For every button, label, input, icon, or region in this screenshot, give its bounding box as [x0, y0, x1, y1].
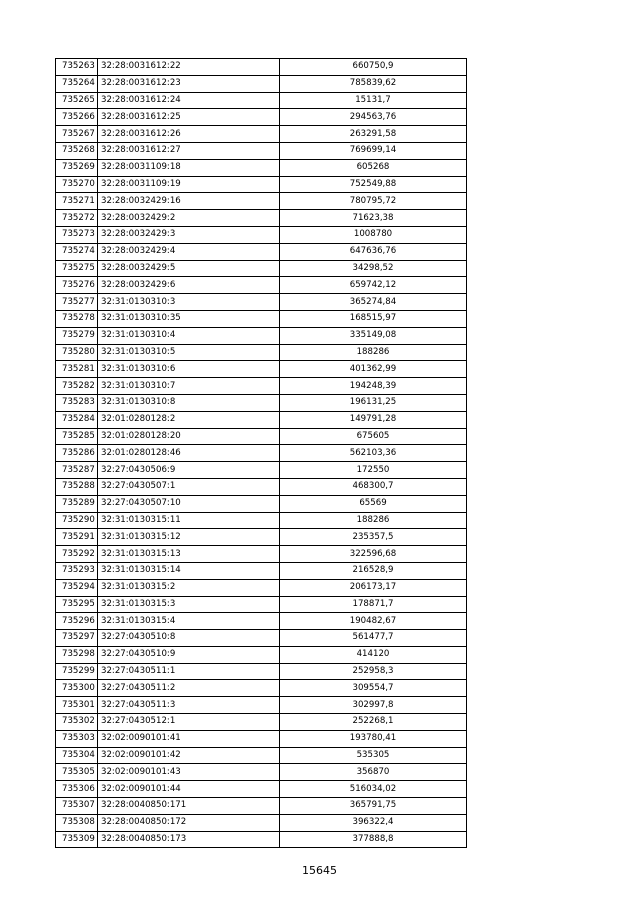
- table-row: [56, 579, 467, 596]
- table-row: [56, 798, 467, 815]
- cadastral-number-cell: 32:27:0430511:2: [98, 680, 280, 697]
- row-id-cell: 735288: [56, 478, 98, 495]
- cadastral-number-cell: 32:31:0130310:5: [98, 344, 280, 361]
- cadastral-number-cell: 32:31:0130310:3: [98, 294, 280, 311]
- value-cell: 647636,76: [280, 243, 467, 260]
- cadastral-number-cell: 32:28:0032429:16: [98, 193, 280, 210]
- value-cell: 190482,67: [280, 613, 467, 630]
- value-cell: 302997,8: [280, 697, 467, 714]
- value-cell: 780795,72: [280, 193, 467, 210]
- row-id-cell: 735307: [56, 798, 98, 815]
- value-cell: 168515,97: [280, 310, 467, 327]
- value-cell: 356870: [280, 764, 467, 781]
- table-row: [56, 92, 467, 109]
- row-id-cell: 735300: [56, 680, 98, 697]
- row-id-cell: 735273: [56, 226, 98, 243]
- table-row: [56, 109, 467, 126]
- row-id-cell: 735290: [56, 512, 98, 529]
- row-id-cell: 735275: [56, 260, 98, 277]
- table-row: [56, 260, 467, 277]
- table-row: [56, 613, 467, 630]
- cadastral-number-cell: 32:31:0130315:12: [98, 529, 280, 546]
- cadastral-number-cell: 32:01:0280128:2: [98, 411, 280, 428]
- cadastral-number-cell: 32:28:0031612:24: [98, 92, 280, 109]
- table-row: [56, 277, 467, 294]
- value-cell: 659742,12: [280, 277, 467, 294]
- row-id-cell: 735271: [56, 193, 98, 210]
- cadastral-number-cell: 32:02:0090101:44: [98, 781, 280, 798]
- row-id-cell: 735263: [56, 59, 98, 76]
- value-cell: 193780,41: [280, 730, 467, 747]
- value-cell: 65569: [280, 495, 467, 512]
- row-id-cell: 735301: [56, 697, 98, 714]
- value-cell: 188286: [280, 512, 467, 529]
- cadastral-number-cell: 32:28:0031109:19: [98, 176, 280, 193]
- value-cell: 401362,99: [280, 361, 467, 378]
- cadastral-number-cell: 32:01:0280128:46: [98, 445, 280, 462]
- cadastral-number-cell: 32:27:0430506:9: [98, 462, 280, 479]
- row-id-cell: 735292: [56, 546, 98, 563]
- table-row: [56, 445, 467, 462]
- table-row: [56, 562, 467, 579]
- cadastral-number-cell: 32:31:0130315:3: [98, 596, 280, 613]
- value-cell: 178871,7: [280, 596, 467, 613]
- row-id-cell: 735295: [56, 596, 98, 613]
- table-row: [56, 294, 467, 311]
- table-row: [56, 378, 467, 395]
- table-row: [56, 193, 467, 210]
- value-cell: 675605: [280, 428, 467, 445]
- value-cell: 149791,28: [280, 411, 467, 428]
- row-id-cell: 735293: [56, 562, 98, 579]
- row-id-cell: 735266: [56, 109, 98, 126]
- value-cell: 34298,52: [280, 260, 467, 277]
- row-id-cell: 735294: [56, 579, 98, 596]
- table-row: [56, 630, 467, 647]
- table-row: [56, 596, 467, 613]
- value-cell: 294563,76: [280, 109, 467, 126]
- table-row: [56, 428, 467, 445]
- cadastral-number-cell: 32:31:0130315:2: [98, 579, 280, 596]
- value-cell: 561477,7: [280, 630, 467, 647]
- table-row: [56, 59, 467, 76]
- row-id-cell: 735308: [56, 814, 98, 831]
- table-row: [56, 663, 467, 680]
- table-row: [56, 176, 467, 193]
- cadastral-number-cell: 32:31:0130310:6: [98, 361, 280, 378]
- cadastral-number-cell: 32:31:0130310:7: [98, 378, 280, 395]
- table-row: [56, 226, 467, 243]
- cadastral-number-cell: 32:01:0280128:20: [98, 428, 280, 445]
- row-id-cell: 735265: [56, 92, 98, 109]
- table-row: [56, 495, 467, 512]
- cadastral-number-cell: 32:28:0031612:25: [98, 109, 280, 126]
- row-id-cell: 735299: [56, 663, 98, 680]
- cadastral-number-cell: 32:28:0032429:3: [98, 226, 280, 243]
- cadastral-number-cell: 32:31:0130310:8: [98, 394, 280, 411]
- row-id-cell: 735296: [56, 613, 98, 630]
- cadastral-number-cell: 32:28:0031612:26: [98, 126, 280, 143]
- table-row: [56, 714, 467, 731]
- table-row: [56, 462, 467, 479]
- row-id-cell: 735302: [56, 714, 98, 731]
- row-id-cell: 735298: [56, 646, 98, 663]
- row-id-cell: 735291: [56, 529, 98, 546]
- value-cell: 15131,7: [280, 92, 467, 109]
- table-row: [56, 126, 467, 143]
- value-cell: 194248,39: [280, 378, 467, 395]
- value-cell: 752549,88: [280, 176, 467, 193]
- cadastral-number-cell: 32:28:0040850:172: [98, 814, 280, 831]
- cadastral-number-cell: 32:27:0430507:1: [98, 478, 280, 495]
- value-cell: 216528,9: [280, 562, 467, 579]
- data-table: [55, 58, 467, 848]
- row-id-cell: 735297: [56, 630, 98, 647]
- value-cell: 172550: [280, 462, 467, 479]
- table-row: [56, 730, 467, 747]
- table-row: [56, 781, 467, 798]
- cadastral-number-cell: 32:27:0430512:1: [98, 714, 280, 731]
- row-id-cell: 735282: [56, 378, 98, 395]
- cadastral-number-cell: 32:28:0032429:5: [98, 260, 280, 277]
- row-id-cell: 735267: [56, 126, 98, 143]
- table-row: [56, 142, 467, 159]
- cadastral-number-cell: 32:31:0130315:4: [98, 613, 280, 630]
- cadastral-number-cell: 32:28:0031612:27: [98, 142, 280, 159]
- value-cell: 322596,68: [280, 546, 467, 563]
- cadastral-number-cell: 32:31:0130315:13: [98, 546, 280, 563]
- row-id-cell: 735281: [56, 361, 98, 378]
- value-cell: 365791,75: [280, 798, 467, 815]
- row-id-cell: 735279: [56, 327, 98, 344]
- row-id-cell: 735284: [56, 411, 98, 428]
- row-id-cell: 735285: [56, 428, 98, 445]
- value-cell: 252268,1: [280, 714, 467, 731]
- cadastral-number-cell: 32:31:0130310:4: [98, 327, 280, 344]
- row-id-cell: 735287: [56, 462, 98, 479]
- value-cell: 377888,8: [280, 831, 467, 848]
- cadastral-number-cell: 32:27:0430510:9: [98, 646, 280, 663]
- table-row: [56, 310, 467, 327]
- table-row: [56, 394, 467, 411]
- value-cell: 196131,25: [280, 394, 467, 411]
- row-id-cell: 735278: [56, 310, 98, 327]
- cadastral-number-cell: 32:02:0090101:43: [98, 764, 280, 781]
- cadastral-number-cell: 32:27:0430511:3: [98, 697, 280, 714]
- value-cell: 562103,36: [280, 445, 467, 462]
- table-row: [56, 697, 467, 714]
- table-row: [56, 814, 467, 831]
- row-id-cell: 735269: [56, 159, 98, 176]
- table-row: [56, 243, 467, 260]
- row-id-cell: 735305: [56, 764, 98, 781]
- row-id-cell: 735309: [56, 831, 98, 848]
- table-row: [56, 764, 467, 781]
- table-row: [56, 75, 467, 92]
- cadastral-number-cell: 32:31:0130315:11: [98, 512, 280, 529]
- cadastral-number-cell: 32:28:0031612:23: [98, 75, 280, 92]
- cadastral-number-cell: 32:02:0090101:41: [98, 730, 280, 747]
- cadastral-number-cell: 32:28:0040850:171: [98, 798, 280, 815]
- table-row: [56, 478, 467, 495]
- cadastral-number-cell: 32:27:0430511:1: [98, 663, 280, 680]
- cadastral-number-cell: 32:02:0090101:42: [98, 747, 280, 764]
- table-row: [56, 159, 467, 176]
- cadastral-number-cell: 32:27:0430507:10: [98, 495, 280, 512]
- table-row: [56, 646, 467, 663]
- value-cell: 660750,9: [280, 59, 467, 76]
- table-row: [56, 210, 467, 227]
- value-cell: 235357,5: [280, 529, 467, 546]
- value-cell: 263291,58: [280, 126, 467, 143]
- row-id-cell: 735283: [56, 394, 98, 411]
- value-cell: 309554,7: [280, 680, 467, 697]
- table-body: [56, 59, 467, 848]
- value-cell: 535305: [280, 747, 467, 764]
- value-cell: 71623,38: [280, 210, 467, 227]
- value-cell: 188286: [280, 344, 467, 361]
- page-number: 15645: [302, 864, 337, 877]
- table-row: [56, 680, 467, 697]
- cadastral-number-cell: 32:28:0032429:6: [98, 277, 280, 294]
- table-row: [56, 546, 467, 563]
- row-id-cell: 735270: [56, 176, 98, 193]
- table-row: [56, 529, 467, 546]
- row-id-cell: 735274: [56, 243, 98, 260]
- row-id-cell: 735277: [56, 294, 98, 311]
- table-row: [56, 361, 467, 378]
- table-row: [56, 512, 467, 529]
- value-cell: 1008780: [280, 226, 467, 243]
- value-cell: 605268: [280, 159, 467, 176]
- cadastral-number-cell: 32:28:0040850:173: [98, 831, 280, 848]
- row-id-cell: 735303: [56, 730, 98, 747]
- table-row: [56, 327, 467, 344]
- value-cell: 252958,3: [280, 663, 467, 680]
- row-id-cell: 735289: [56, 495, 98, 512]
- table-row: [56, 831, 467, 848]
- table-row: [56, 411, 467, 428]
- value-cell: 396322,4: [280, 814, 467, 831]
- value-cell: 785839,62: [280, 75, 467, 92]
- row-id-cell: 735280: [56, 344, 98, 361]
- cadastral-number-cell: 32:31:0130310:35: [98, 310, 280, 327]
- row-id-cell: 735264: [56, 75, 98, 92]
- row-id-cell: 735304: [56, 747, 98, 764]
- row-id-cell: 735268: [56, 142, 98, 159]
- cadastral-number-cell: 32:27:0430510:8: [98, 630, 280, 647]
- table-row: [56, 747, 467, 764]
- row-id-cell: 735286: [56, 445, 98, 462]
- row-id-cell: 735272: [56, 210, 98, 227]
- value-cell: 206173,17: [280, 579, 467, 596]
- cadastral-number-cell: 32:28:0031109:18: [98, 159, 280, 176]
- value-cell: 468300,7: [280, 478, 467, 495]
- value-cell: 335149,08: [280, 327, 467, 344]
- cadastral-number-cell: 32:28:0032429:2: [98, 210, 280, 227]
- cadastral-number-cell: 32:31:0130315:14: [98, 562, 280, 579]
- value-cell: 365274,84: [280, 294, 467, 311]
- cadastral-number-cell: 32:28:0032429:4: [98, 243, 280, 260]
- row-id-cell: 735276: [56, 277, 98, 294]
- table-row: [56, 344, 467, 361]
- value-cell: 414120: [280, 646, 467, 663]
- value-cell: 516034,02: [280, 781, 467, 798]
- cadastral-number-cell: 32:28:0031612:22: [98, 59, 280, 76]
- value-cell: 769699,14: [280, 142, 467, 159]
- row-id-cell: 735306: [56, 781, 98, 798]
